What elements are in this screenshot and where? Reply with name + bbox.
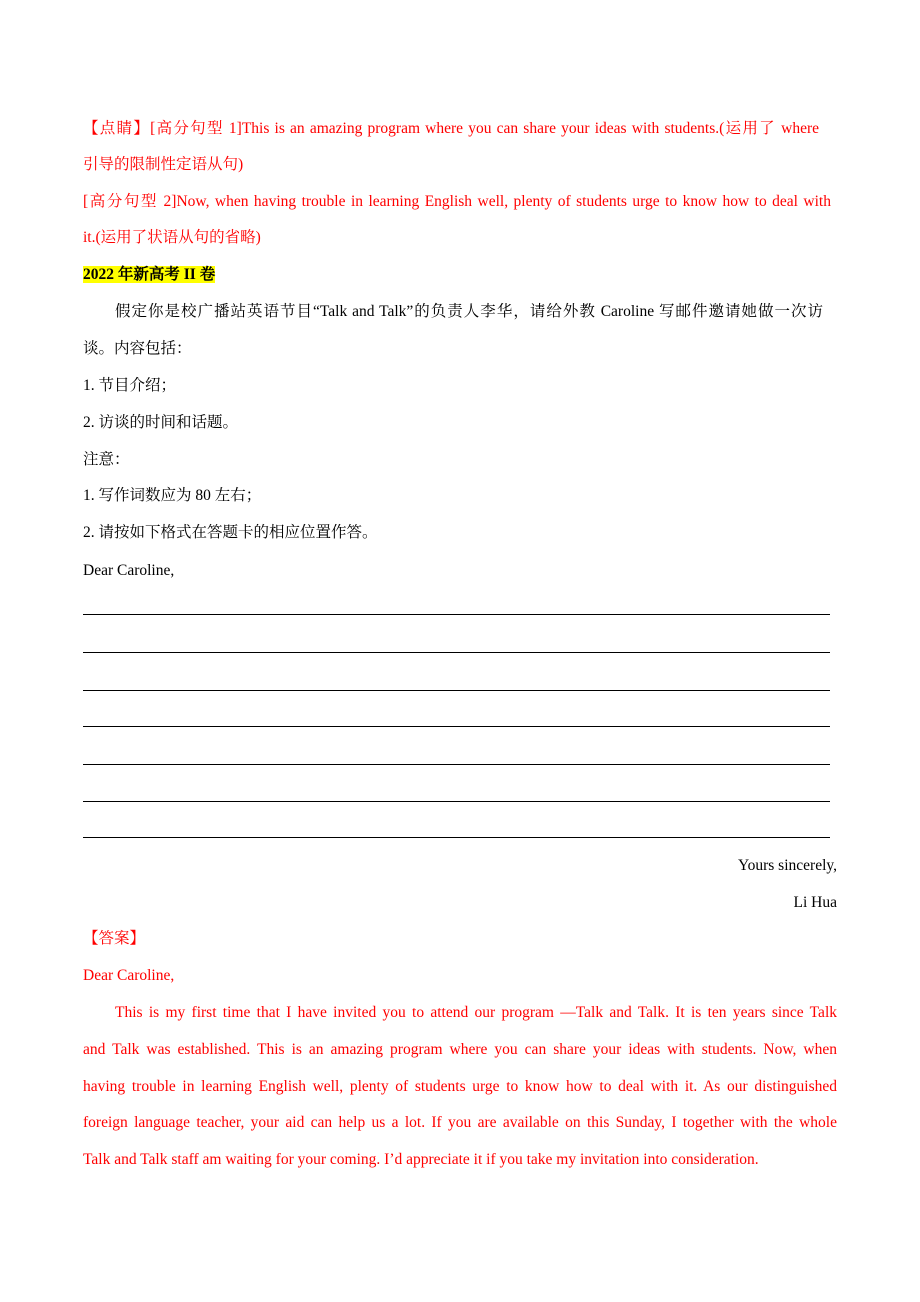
answer-line-2: and Talk was established. This is an amazing program where you can share your ideas with students. Now, when bbox=[83, 1041, 837, 1058]
answer-line-5: Talk and Talk staff am waiting for your coming. I’d appreciate it if you take my invitation into consideration. bbox=[83, 1151, 759, 1168]
writing-line bbox=[83, 726, 830, 727]
prompt-line-1: 假定你是校广播站英语节目“Talk and Talk”的负责人李华，请给外教 Caroline 写邮件邀请她做一次访 bbox=[115, 303, 823, 320]
note-label: 注意： bbox=[83, 451, 130, 468]
writing-line bbox=[83, 764, 830, 765]
writing-line bbox=[83, 652, 830, 653]
answer-salutation: Dear Caroline, bbox=[83, 967, 175, 984]
tip-line-1: 【点睛】[高分句型 1]This is an amazing program where you can share your ideas with students.(运用了 where bbox=[83, 120, 819, 137]
tip-line-3: [高分句型 2]Now, when having trouble in learning English well, plenty of students urge to know how to deal with bbox=[83, 193, 831, 210]
prompt-item-1: 1. 节目介绍； bbox=[83, 377, 177, 394]
writing-line bbox=[83, 801, 830, 802]
note-2: 2. 请按如下格式在答题卡的相应位置作答。 bbox=[83, 524, 378, 541]
tip-line-2: 引导的限制性定语从句) bbox=[83, 156, 244, 173]
prompt-item-2: 2. 访谈的时间和话题。 bbox=[83, 414, 239, 431]
section-title: 2022 年新高考 II 卷 bbox=[83, 266, 216, 283]
letter-signature: Li Hua bbox=[793, 894, 837, 911]
writing-line bbox=[83, 837, 830, 838]
answer-line-3: having trouble in learning English well, plenty of students urge to know how to deal with it. As our distinguished bbox=[83, 1078, 837, 1095]
letter-closing: Yours sincerely, bbox=[737, 857, 837, 874]
tip-line-4: it.(运用了状语从句的省略) bbox=[83, 229, 261, 246]
letter-salutation: Dear Caroline, bbox=[83, 562, 175, 579]
answer-line-4: foreign language teacher, your aid can help us a lot. If you are available on this Sunday, I together with the whole bbox=[83, 1114, 837, 1131]
note-1: 1. 写作词数应为 80 左右； bbox=[83, 487, 262, 504]
answer-line-1: This is my first time that I have invited you to attend our program —Talk and Talk. It is ten years since Talk bbox=[115, 1004, 837, 1021]
writing-line bbox=[83, 690, 830, 691]
prompt-line-2: 谈。内容包括： bbox=[83, 340, 192, 357]
answer-label: 【答案】 bbox=[83, 930, 146, 947]
writing-line bbox=[83, 614, 830, 615]
